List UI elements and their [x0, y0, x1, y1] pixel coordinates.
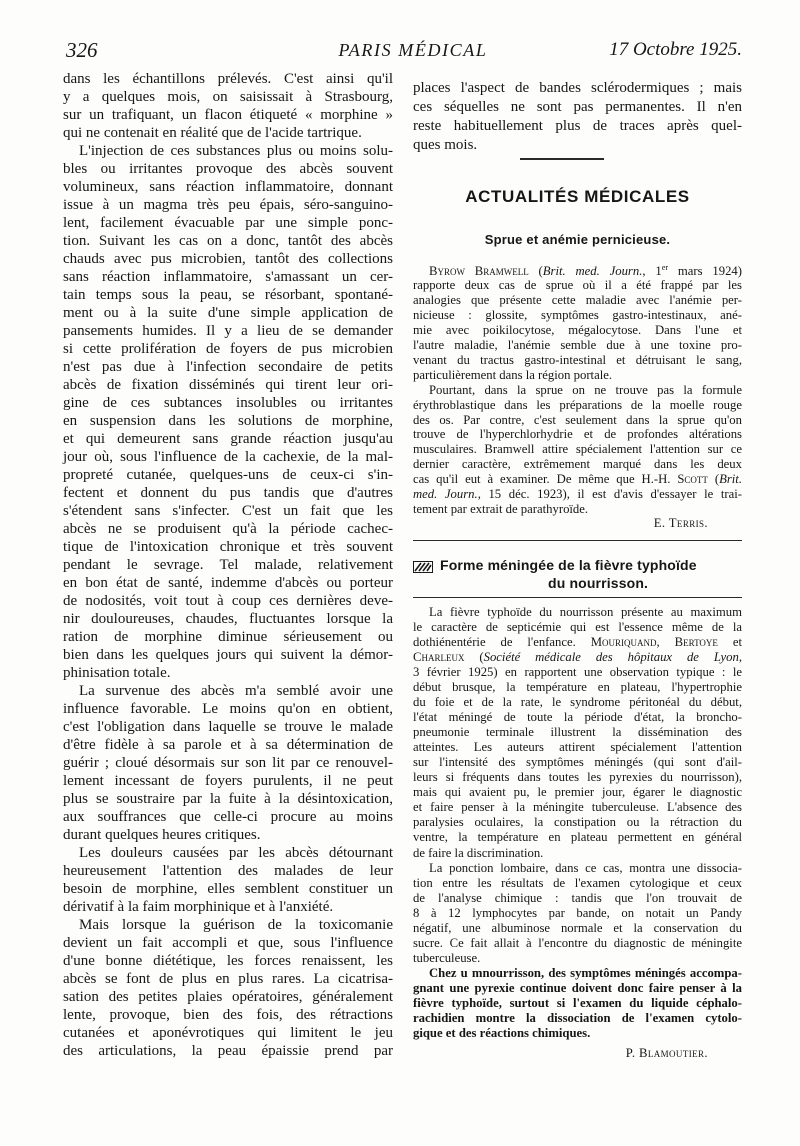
text-line: début brusque, la température en plateau, l'hypertrophie — [413, 679, 742, 694]
text-line: ces séquelles ne sont pas permanentes. Il n'en — [413, 99, 742, 115]
article-signature: E. Terris. — [653, 515, 708, 530]
text-line: ration de morphine diminue sérieusement ou — [63, 629, 393, 645]
author-name: Mouriquand — [590, 634, 657, 649]
text-line: en suspension dans les solutions de morphine, — [63, 413, 393, 429]
text-line: Pourtant, dans la sprue on ne trouve pas la formule — [429, 382, 742, 397]
author-name: H.-H. Scott — [641, 472, 708, 487]
text-line: l'autre maladie, l'anémie semble due à une toxine pro- — [413, 338, 742, 353]
article-title: Sprue et anémie pernicieuse. — [484, 232, 671, 247]
author-name: Charleux — [413, 649, 465, 664]
text-line: influence favorable. Le moins qu'on en obtient, — [63, 701, 393, 717]
text-line: La fièvre typhoïde du nourrisson présente au maximum — [429, 604, 742, 619]
paragraph — [63, 142, 393, 682]
text-run: , 15 déc. 1923), il est d'avis d'essayer le trai- — [477, 487, 742, 502]
text-line: des articulations, la peau épaissie prend par — [63, 1043, 393, 1059]
text-line: pneumonie terminale illustrent la dissémination des — [413, 725, 742, 739]
text-line: guérir ; cloué désormais sur son lit par ce renouvel- — [63, 755, 393, 771]
text-line: reste habituellement plus de traces après quel- — [413, 118, 742, 134]
text-line: bien dans les quelques jours qui suivent la démor- — [63, 647, 393, 663]
text-line: paralysies oculaires, la constipation ou la rétraction du — [413, 815, 742, 830]
citation-title: Brit. med. Journ. — [542, 263, 643, 278]
text-line: tain temps sous la peau, se résorbant, spontané- — [63, 287, 393, 303]
text-line: nicieuse : glossite, symptômes gastro-intestinaux, ané- — [413, 308, 742, 323]
text-line: du foie et de la rate, le syndrome péritonéal du début, — [413, 694, 742, 709]
divider-rule — [520, 158, 604, 160]
issue-date: 17 Octobre 1925. — [609, 39, 742, 60]
text-line: sur l'intensité des symptômes méningés (qui sont d'ail- — [413, 755, 742, 770]
article-body — [413, 264, 742, 517]
text-line: ventre, la température en plateau permettent en général — [413, 830, 742, 845]
text-line: rapporte deux cas de sprue où il a été frappé par les — [413, 278, 742, 293]
text-run: et — [717, 634, 742, 649]
text-line: volumineux, sans réaction inflammatoire, donnant — [63, 179, 393, 195]
text-line: d'être fidèle à sa parole et à sa détermination de — [63, 737, 393, 753]
text-line: musculaires. Bramwell attire spécialement l'attention sur ce — [413, 442, 742, 457]
text-line: devient un fait accompli et que, sous l'influence — [63, 935, 393, 951]
fleuron-icon — [413, 559, 433, 571]
divider-rule — [413, 597, 742, 598]
text-line: abcès de fixation disséminés qui tirent leur ori- — [63, 377, 393, 393]
article-title-continuation: du nourrisson. — [548, 575, 649, 591]
text-line: chauds avec pus microbien, tantôt des collections — [63, 251, 393, 267]
text-run: , — [656, 634, 675, 649]
paragraph — [63, 844, 393, 916]
text-line: durant quelques heures critiques. — [63, 827, 261, 843]
text-run: dothiénentérie de l'enfance. — [413, 634, 591, 649]
text-line: bles ou irritantes provoque des abcès souvent — [63, 161, 393, 177]
text-run: ( — [528, 263, 543, 278]
text-run: , 1 — [642, 263, 662, 278]
text-line: érythroblastique dans les préparations de la moelle rouge — [413, 397, 742, 412]
text-line: tique de l'intoxication chronique et très souvent — [63, 539, 393, 555]
text-line: tion. Suivant les cas on a donc, tantôt des abcès — [63, 233, 393, 249]
text-line: tement par extrait de parathyroïde. — [413, 502, 589, 516]
text-line: tuberculeuse. — [413, 950, 481, 965]
paragraph — [413, 79, 742, 155]
text-line — [413, 650, 742, 665]
text-line: propreté cutanée, quelques-uns de ceux-ci s'in- — [63, 467, 393, 483]
text-line: Chez u mnourrisson, des symptômes méningés accompa- — [429, 966, 742, 980]
text-line: fectent et donnent du pus tandis que d'autres — [63, 485, 393, 501]
author-name: Byrow Bramwell — [429, 263, 529, 278]
text-line: rachidien montre la dissociation de l'examen cytolo- — [413, 1011, 742, 1026]
text-line: si cette prolifération de foyers de pus microbien — [63, 341, 393, 357]
right-column-continuation — [413, 79, 742, 155]
paragraph — [413, 966, 742, 1041]
text-line: gine de ces subtances insolubles ou irritantes — [63, 395, 393, 411]
text-line: cutanées et aponévrotiques qui limitent le jeu — [63, 1025, 393, 1041]
text-line: lent, facilement évacuable par une simple ponc- — [63, 215, 393, 231]
article-signature: P. Blamoutier. — [625, 1045, 708, 1060]
text-line: de faire la discrimination. — [413, 845, 544, 860]
page-number: 326 — [66, 38, 98, 62]
text-line: Mais lorsque la guérison de la toxicomanie — [79, 917, 393, 933]
text-line: 8 à 12 lymphocytes par bande, on notait un Pandy — [413, 905, 742, 920]
text-line: sation des petites plaies opératoires, généralement — [63, 989, 393, 1005]
text-line: dérivatif à la faim morphinique et à l'anxiété. — [63, 899, 334, 915]
paragraph — [413, 605, 742, 861]
citation-title: med. Journ. — [413, 487, 478, 502]
text-line: négatif, une albuminose normale et la conservation du — [413, 920, 742, 935]
text-line: dans les échantillons prélevés. C'est ainsi qu'il — [63, 71, 393, 87]
text-line: s'étendent sans s'infecter. C'est un fait que les — [63, 503, 393, 519]
text-line: L'injection de ces substances plus ou moins solu- — [79, 143, 393, 159]
text-line: atteintes. Les auteurs attirent spécialement l'attention — [413, 740, 742, 755]
text-line: issue à un magma très peu épais, séro-sanguino- — [63, 197, 393, 213]
text-line: abcès ne se produisent qu'à la période cachec- — [63, 521, 393, 537]
paragraph — [413, 861, 742, 966]
text-line: mie avec poikilocytose, mégalocytose. Dans l'une et — [413, 323, 742, 338]
text-line: pendant le sevrage. Tel malade, relativement — [63, 557, 393, 573]
paragraph — [63, 70, 393, 142]
text-line: en bon état de santé, indemme d'abcès ou porteur — [63, 575, 393, 591]
citation-title: Brit. — [719, 472, 742, 487]
text-line: pansements humides. Il y a lieu de se demander — [63, 323, 393, 339]
text-line: ques mois. — [413, 137, 478, 153]
paragraph — [413, 383, 742, 517]
text-line: leurs si fréquents dans toutes les pyrexies du nourrisson), — [413, 770, 742, 785]
text-line: Les douleurs causées par les abcès détournant — [79, 845, 393, 861]
text-run: ( — [707, 472, 720, 487]
text-line: La ponction lombaire, dans ce cas, montra une dissocia- — [429, 860, 742, 875]
divider-rule — [413, 540, 742, 541]
text-line: heureusement l'attention des malades de leur — [63, 863, 393, 879]
text-run: ( — [464, 649, 484, 664]
paragraph — [63, 916, 393, 1060]
text-line: y a quelques mois, on saisissait à Strasbourg, — [63, 89, 393, 105]
text-line: lente, provoque, bien des fois, des rétractions — [63, 1007, 393, 1023]
article-title-text: Forme méningée de la fièvre typhoïde — [440, 557, 697, 573]
paragraph — [413, 264, 742, 383]
text-line — [413, 487, 742, 502]
text-line: gnant une pyrexie continue doivent donc faire penser à la — [413, 981, 742, 996]
text-line: analogies que présente cette maladie avec l'anémie per- — [413, 293, 742, 308]
text-line: de nodosités, voit tout à coup ces dernières deve- — [63, 593, 393, 609]
article-title — [413, 556, 742, 574]
text-run: , — [738, 649, 742, 664]
article-body — [413, 605, 742, 1042]
text-line: phinisation totale. — [63, 665, 171, 681]
author-name: Bertoye — [674, 634, 718, 649]
text-line: des os. Par contre, c'est seulement dans la sprue qu'on — [413, 412, 742, 427]
journal-title: PARIS MÉDICAL — [338, 40, 488, 60]
text-line: particulièrement dans la région portale. — [413, 367, 613, 382]
text-line — [413, 635, 742, 650]
text-line: aux souffrances que celle-ci procure au moins — [63, 809, 393, 825]
text-line: La survenue des abcès m'a semblé avoir une — [79, 683, 393, 699]
text-line: tion entre les résultats de l'examen cytologique et ceux — [413, 875, 742, 890]
text-line: nir douloureuses, chaudes, fluctuantes lorsque la — [63, 611, 393, 627]
text-line: venant du tractus gastro-intestinal et détruisant le sang, — [413, 352, 742, 367]
text-line: trouve de l'hyperchlorhydrie et de profondes altérations — [413, 427, 742, 442]
text-run: mars 1924) — [668, 263, 742, 278]
text-line: sucre. Ce fait allait à l'encontre du diagnostic de méningite — [413, 935, 742, 950]
text-line: besoin de morphine, elles semblent constituer un — [63, 881, 393, 897]
text-line: 3 février 1925) en rapportent une observation typique : le — [413, 664, 742, 679]
text-line: plus se soustraire par la fuite à la désintoxication, — [63, 791, 393, 807]
text-line: c'est l'obligation dans laquelle se trouve le malade — [63, 719, 393, 735]
text-line: dernier caractère, extrêmement marqué dans les deux — [413, 457, 742, 472]
text-line: gique et des réactions chimiques. — [413, 1026, 591, 1041]
text-run: cas qu'il eut à examiner. De même que — [413, 472, 642, 487]
text-line: et qui demeurent sans grande réaction jusqu'au — [63, 431, 393, 447]
section-title: ACTUALITÉS MÉDICALES — [465, 187, 690, 206]
citation-title: Société médicale des hôpitaux de Lyon — [483, 649, 739, 664]
text-line: n'est pas due à l'infection secondaire de petits — [63, 359, 393, 375]
text-line: abcès se font de plus en plus rares. La cicatrisa- — [63, 971, 393, 987]
text-line — [413, 472, 742, 487]
paragraph — [63, 682, 393, 844]
text-line: le caractère de septicémie qui est l'essence même de la — [413, 619, 742, 634]
text-line: qui ne contenait en réalité que de l'acide tartrique. — [63, 125, 362, 141]
text-line: de l'analyse chimique : tandis que l'on trouvait de — [413, 890, 742, 905]
text-line — [413, 264, 742, 279]
text-line: sur un trafiquant, un flacon étiqueté « morphine » — [63, 107, 393, 123]
text-line: places l'aspect de bandes sclérodermiques ; mais — [413, 80, 742, 96]
text-line: l'état méningé de toute la période d'état, la broncho- — [413, 709, 742, 724]
text-line: d'une bonne diététique, les forces renaissent, les — [63, 953, 393, 969]
left-column — [63, 70, 393, 1060]
text-line: jour où, sous l'influence de la cachexie, de la mal- — [63, 449, 393, 465]
text-run: er — [661, 262, 669, 272]
text-line: ment ou à la suite d'une simple application de — [63, 305, 393, 321]
text-line: sans réaction inflammatoire, s'amassant un cer- — [63, 269, 393, 285]
text-line: mais qui avaient pu, le premier jour, égarer le diagnostic — [413, 785, 742, 800]
text-line: lement incessant de foyers purulents, il ne peut — [63, 773, 393, 789]
text-line: fièvre typhoïde, surtout si l'examen du liquide céphalo- — [413, 996, 742, 1011]
text-line: et faire penser à la méningite tuberculeuse. L'absence des — [413, 800, 742, 815]
